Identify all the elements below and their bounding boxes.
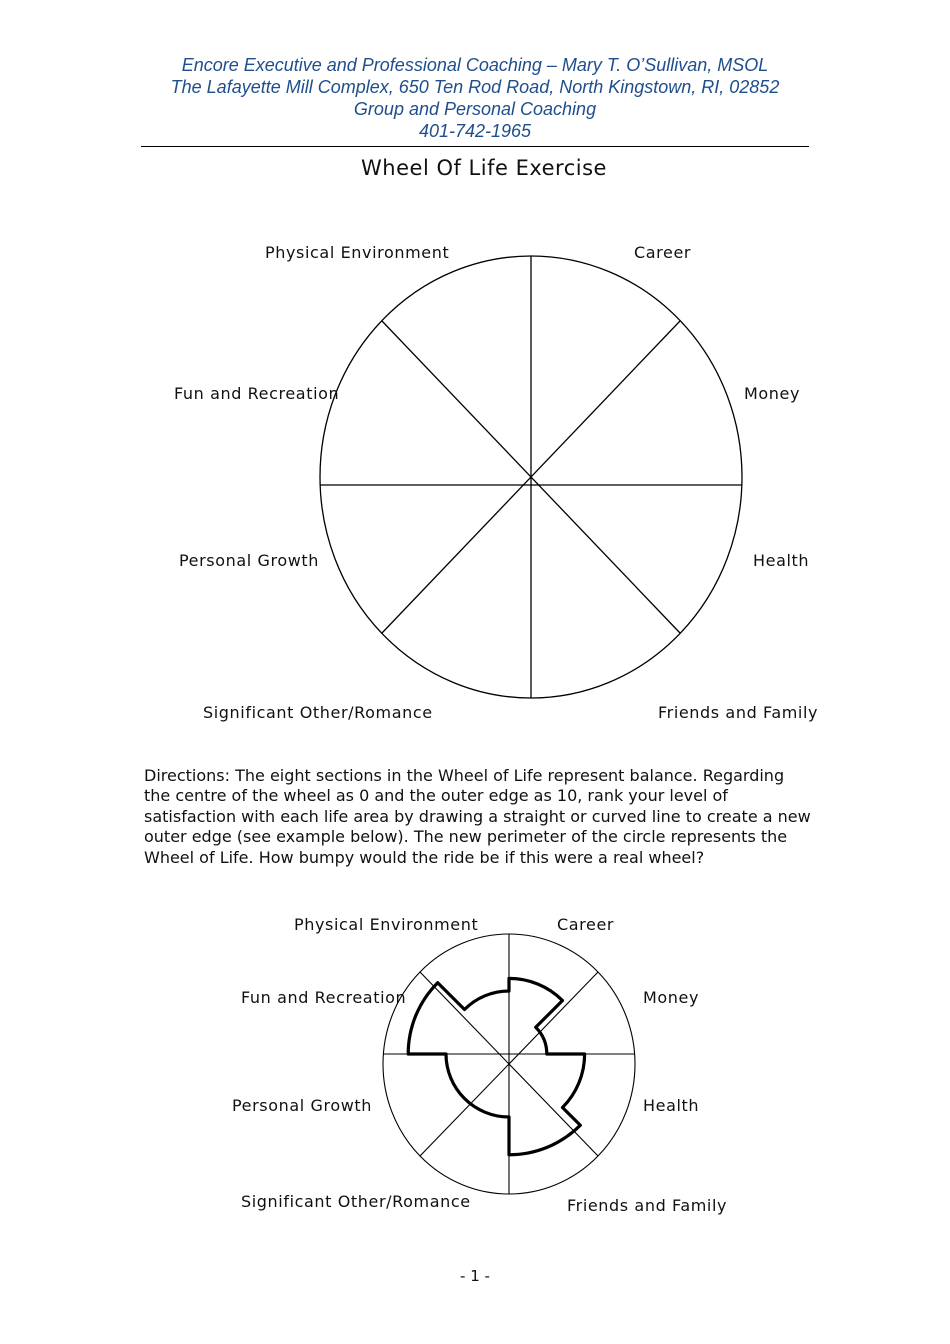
example-label-health: Health — [643, 1096, 700, 1115]
page-number: - 1 - — [460, 1267, 490, 1285]
label-money: Money — [744, 384, 801, 403]
header-company: Encore Executive and Professional Coaching – Mary T. O’Sullivan, MSOL — [181, 55, 769, 75]
example-score-outline — [408, 978, 584, 1154]
example-label-career: Career — [557, 915, 615, 934]
label-health: Health — [753, 551, 810, 570]
label-fun-and-recreation: Fun and Recreation — [174, 384, 340, 403]
label-physical-environment: Physical Environment — [265, 243, 450, 262]
directions-text: Directions: The eight sections in the Wheel of Life represent balance. Regarding the centre of the wheel as 0 and the outer edge as 10, rank your level of satisfaction with each life area by drawing a straight or curved line to create a new outer edge (see example below). The new perimeter of the circle represents the Wheel of Life. How bumpy would the ride be if this were a real wheel? — [144, 766, 811, 867]
example-label-money: Money — [643, 988, 700, 1007]
header-address: The Lafayette Mill Complex, 650 Ten Rod Road, North Kingstown, RI, 02852 — [170, 77, 780, 97]
blank-wheel — [320, 256, 742, 698]
label-friends-and-family: Friends and Family — [658, 703, 819, 722]
example-label-friends-and-family: Friends and Family — [567, 1196, 728, 1215]
label-significant-other: Significant Other/Romance — [203, 703, 433, 722]
header-services: Group and Personal Coaching — [353, 99, 597, 119]
example-label-physical-environment: Physical Environment — [294, 915, 479, 934]
example-label-fun-and-recreation: Fun and Recreation — [241, 988, 407, 1007]
example-label-personal-growth: Personal Growth — [232, 1096, 373, 1115]
page-title: Wheel Of Life Exercise — [361, 156, 607, 180]
example-label-significant-other: Significant Other/Romance — [241, 1192, 471, 1211]
label-personal-growth: Personal Growth — [179, 551, 320, 570]
label-career: Career — [634, 243, 692, 262]
header-phone: 401-742-1965 — [418, 121, 532, 141]
example-score-path — [408, 978, 584, 1154]
